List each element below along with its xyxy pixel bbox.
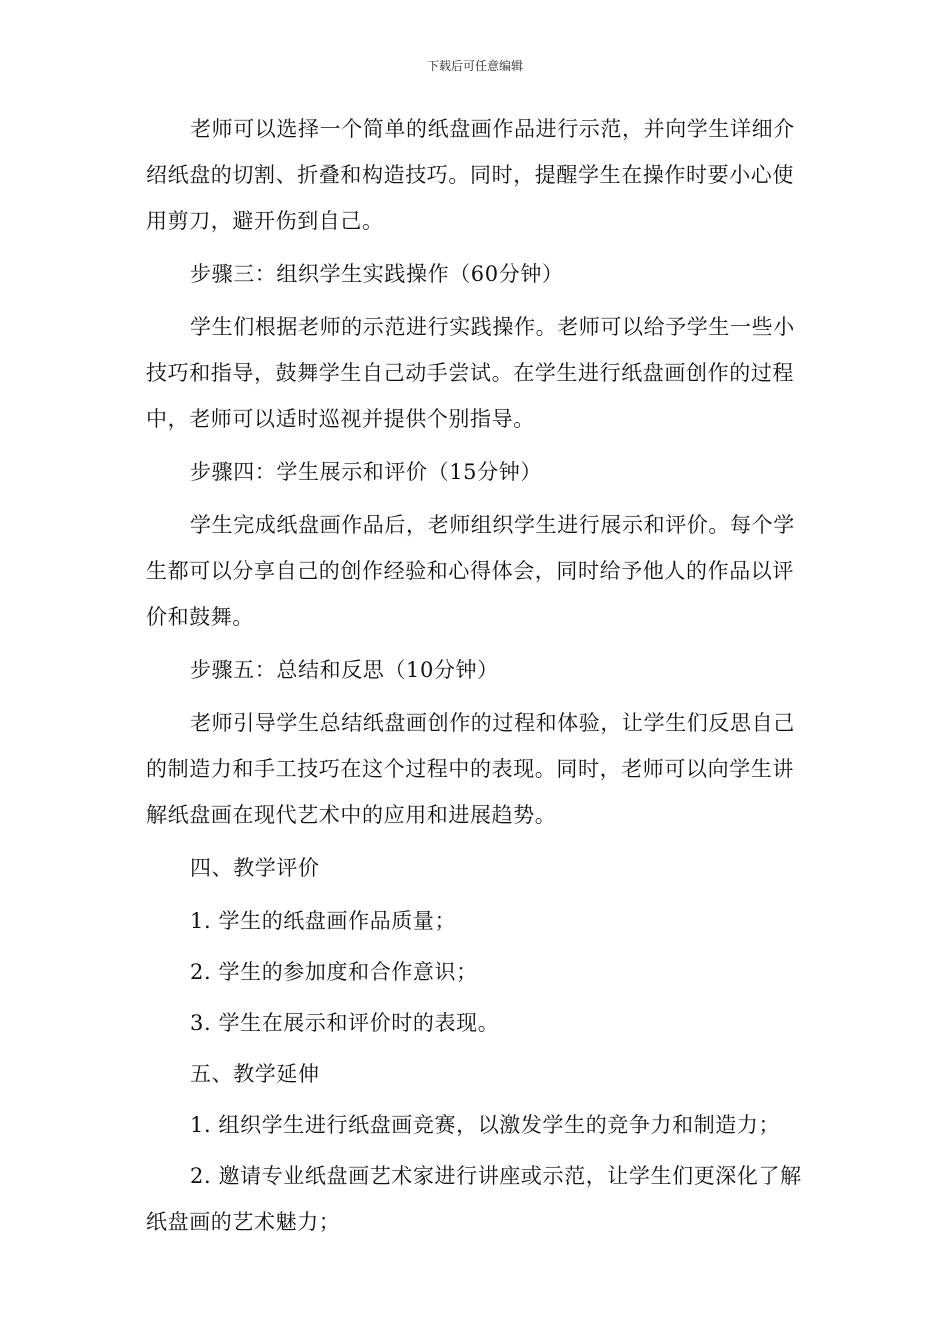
evaluation-item-1: 1. 学生的纸盘画作品质量；: [190, 909, 457, 933]
extension-item-1: 1. 组织学生进行纸盘画竞赛，以激发学生的竞争力和制造力；: [190, 1113, 781, 1137]
paragraph-practice: 学生们根据老师的示范进行实践操作。老师可以给予学生一些小技巧和指导，鼓舞学生自己动手尝试。在学生进行纸盘画创作的过程中，老师可以适时巡视并提供个别指导。: [146, 315, 795, 431]
evaluation-item-3: 3. 学生在展示和评价时的表现。: [190, 1011, 500, 1035]
paragraph-showcase: 学生完成纸盘画作品后，老师组织学生进行展示和评价。每个学生都可以分享自己的创作经验和心得体会，同时给予他人的作品以评价和鼓舞。: [146, 513, 795, 629]
evaluation-item-2: 2. 学生的参加度和合作意识；: [190, 960, 478, 984]
heading-step-four: 步骤四：学生展示和评价（15分钟）: [190, 460, 542, 484]
heading-step-five: 步骤五：总结和反思（10分钟）: [190, 658, 499, 682]
document-body: [146, 106, 810, 1252]
heading-extension: 五、教学延伸: [190, 1062, 320, 1086]
extension-item-2: 2. 邀请专业纸盘画艺术家进行讲座或示范，让学生们更深化了解纸盘画的艺术魅力；: [146, 1164, 802, 1234]
paragraph-summary: 老师引导学生总结纸盘画创作的过程和体验，让学生们反思自己的制造力和手工技巧在这个过程中的表现。同时，老师可以向学生讲解纸盘画在现代艺术中的应用和进展趋势。: [146, 711, 795, 827]
paragraph-demo: 老师可以选择一个简单的纸盘画作品进行示范，并向学生详细介绍纸盘的切割、折叠和构造技巧。同时，提醒学生在操作时要小心使用剪刀，避开伤到自己。: [146, 117, 795, 233]
page-header: 下载后可任意编辑: [426, 59, 523, 73]
heading-evaluation: 四、教学评价: [190, 856, 320, 880]
heading-step-three: 步骤三：组织学生实践操作（60分钟）: [190, 262, 564, 286]
